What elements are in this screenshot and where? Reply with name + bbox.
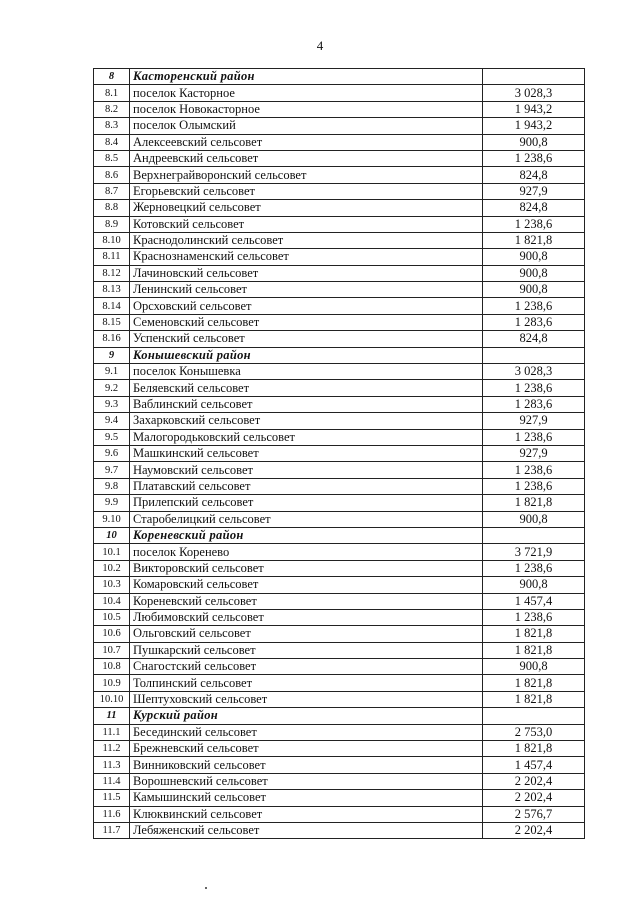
row-number: 9.1 bbox=[94, 364, 130, 380]
amount-value: 900,8 bbox=[483, 282, 585, 298]
amount-value: 1 238,6 bbox=[483, 150, 585, 166]
amount-value bbox=[483, 347, 585, 363]
amount-value: 824,8 bbox=[483, 200, 585, 216]
table-row bbox=[94, 626, 585, 642]
table-row bbox=[94, 445, 585, 461]
amount-value: 900,8 bbox=[483, 577, 585, 593]
settlement-name: Машкинский сельсовет bbox=[130, 445, 483, 461]
amount-value: 1 457,4 bbox=[483, 593, 585, 609]
row-number: 9.10 bbox=[94, 511, 130, 527]
amount-value: 1 943,2 bbox=[483, 118, 585, 134]
district-header-row bbox=[94, 347, 585, 363]
amount-value: 1 238,6 bbox=[483, 478, 585, 494]
settlement-name: Шептуховский сельсовет bbox=[130, 691, 483, 707]
settlement-name: Беляевский сельсовет bbox=[130, 380, 483, 396]
table-row bbox=[94, 85, 585, 101]
amount-value: 927,9 bbox=[483, 183, 585, 199]
amount-value: 1 821,8 bbox=[483, 232, 585, 248]
table-row bbox=[94, 249, 585, 265]
row-number: 8.10 bbox=[94, 232, 130, 248]
amount-value: 1 238,6 bbox=[483, 380, 585, 396]
row-number: 11.1 bbox=[94, 724, 130, 740]
district-name: Кореневский район bbox=[130, 527, 483, 543]
table-row bbox=[94, 314, 585, 330]
amount-value: 1 821,8 bbox=[483, 626, 585, 642]
row-number: 10.7 bbox=[94, 642, 130, 658]
amount-value: 1 238,6 bbox=[483, 462, 585, 478]
amount-value: 2 202,4 bbox=[483, 822, 585, 838]
row-number: 8.4 bbox=[94, 134, 130, 150]
row-number: 11.5 bbox=[94, 790, 130, 806]
table-row bbox=[94, 183, 585, 199]
settlement-name: Наумовский сельсовет bbox=[130, 462, 483, 478]
amount-value: 3 028,3 bbox=[483, 85, 585, 101]
table-row bbox=[94, 560, 585, 576]
settlement-name: Малогородьковский сельсовет bbox=[130, 429, 483, 445]
row-number: 9.8 bbox=[94, 478, 130, 494]
table-row bbox=[94, 790, 585, 806]
settlement-name: поселок Коренево bbox=[130, 544, 483, 560]
page-number: 4 bbox=[316, 38, 324, 53]
row-number: 8.3 bbox=[94, 118, 130, 134]
settlement-name: Ольговский сельсовет bbox=[130, 626, 483, 642]
row-number: 10 bbox=[94, 527, 130, 543]
amount-value: 1 821,8 bbox=[483, 642, 585, 658]
table-row bbox=[94, 150, 585, 166]
table-body bbox=[94, 69, 585, 839]
table-row bbox=[94, 413, 585, 429]
row-number: 9.9 bbox=[94, 495, 130, 511]
amount-value bbox=[483, 708, 585, 724]
amount-value: 1 821,8 bbox=[483, 741, 585, 757]
table-row bbox=[94, 691, 585, 707]
row-number: 8.13 bbox=[94, 282, 130, 298]
row-number: 8.9 bbox=[94, 216, 130, 232]
settlement-name: Кореневский сельсовет bbox=[130, 593, 483, 609]
row-number: 9.5 bbox=[94, 429, 130, 445]
table-row bbox=[94, 544, 585, 560]
row-number: 10.4 bbox=[94, 593, 130, 609]
table-row bbox=[94, 659, 585, 675]
amount-value: 900,8 bbox=[483, 249, 585, 265]
settlement-name: Ваблинский сельсовет bbox=[130, 396, 483, 412]
row-number: 8.12 bbox=[94, 265, 130, 281]
settlement-name: Брежневский сельсовет bbox=[130, 741, 483, 757]
table-row bbox=[94, 265, 585, 281]
settlement-name: Старобелицкий сельсовет bbox=[130, 511, 483, 527]
settlement-name: Верхнеграйворонский сельсовет bbox=[130, 167, 483, 183]
row-number: 11 bbox=[94, 708, 130, 724]
row-number: 9.3 bbox=[94, 396, 130, 412]
district-header-row bbox=[94, 527, 585, 543]
row-number: 8.14 bbox=[94, 298, 130, 314]
table-row bbox=[94, 282, 585, 298]
amount-value: 1 238,6 bbox=[483, 429, 585, 445]
settlement-name: Ленинский сельсовет bbox=[130, 282, 483, 298]
amount-value: 3 028,3 bbox=[483, 364, 585, 380]
settlement-name: Камышинский сельсовет bbox=[130, 790, 483, 806]
amount-value bbox=[483, 69, 585, 85]
settlement-name: Успенский сельсовет bbox=[130, 331, 483, 347]
settlement-name: Винниковский сельсовет bbox=[130, 757, 483, 773]
settlement-name: Лебяженский сельсовет bbox=[130, 822, 483, 838]
table-row bbox=[94, 200, 585, 216]
table-row bbox=[94, 216, 585, 232]
amount-value: 1 821,8 bbox=[483, 495, 585, 511]
amount-value: 900,8 bbox=[483, 265, 585, 281]
row-number: 8.15 bbox=[94, 314, 130, 330]
settlement-name: Бесединский сельсовет bbox=[130, 724, 483, 740]
row-number: 8.2 bbox=[94, 101, 130, 117]
table-row bbox=[94, 462, 585, 478]
settlement-name: Андреевский сельсовет bbox=[130, 150, 483, 166]
row-number: 10.9 bbox=[94, 675, 130, 691]
settlement-name: Лачиновский сельсовет bbox=[130, 265, 483, 281]
district-name: Касторенский район bbox=[130, 69, 483, 85]
settlement-name: Алексеевский сельсовет bbox=[130, 134, 483, 150]
table-row bbox=[94, 806, 585, 822]
amount-value: 1 283,6 bbox=[483, 396, 585, 412]
row-number: 8.1 bbox=[94, 85, 130, 101]
table-row bbox=[94, 134, 585, 150]
table-row bbox=[94, 757, 585, 773]
settlement-name: Котовский сельсовет bbox=[130, 216, 483, 232]
amount-value: 2 202,4 bbox=[483, 773, 585, 789]
settlement-name: поселок Конышевка bbox=[130, 364, 483, 380]
district-header-row bbox=[94, 708, 585, 724]
table-row bbox=[94, 511, 585, 527]
settlement-name: Клюквинский сельсовет bbox=[130, 806, 483, 822]
row-number: 9 bbox=[94, 347, 130, 363]
table-row bbox=[94, 675, 585, 691]
amount-value: 3 721,9 bbox=[483, 544, 585, 560]
table-row bbox=[94, 101, 585, 117]
table-row bbox=[94, 167, 585, 183]
settlement-name: поселок Новокасторное bbox=[130, 101, 483, 117]
settlement-name: поселок Касторное bbox=[130, 85, 483, 101]
row-number: 9.6 bbox=[94, 445, 130, 461]
settlement-name: Краснодолинский сельсовет bbox=[130, 232, 483, 248]
settlement-name: Комаровский сельсовет bbox=[130, 577, 483, 593]
table-row bbox=[94, 232, 585, 248]
row-number: 11.6 bbox=[94, 806, 130, 822]
amount-value: 1 821,8 bbox=[483, 675, 585, 691]
row-number: 10.5 bbox=[94, 609, 130, 625]
amount-value: 1 943,2 bbox=[483, 101, 585, 117]
settlement-name: Прилепский сельсовет bbox=[130, 495, 483, 511]
row-number: 10.1 bbox=[94, 544, 130, 560]
row-number: 8.5 bbox=[94, 150, 130, 166]
amount-value: 1 238,6 bbox=[483, 298, 585, 314]
amount-value: 900,8 bbox=[483, 134, 585, 150]
settlement-name: Жерновецкий сельсовет bbox=[130, 200, 483, 216]
settlement-name: Орсховский сельсовет bbox=[130, 298, 483, 314]
amount-value bbox=[483, 527, 585, 543]
allocation-table bbox=[93, 68, 585, 839]
row-number: 8.7 bbox=[94, 183, 130, 199]
table-row bbox=[94, 593, 585, 609]
amount-value: 824,8 bbox=[483, 331, 585, 347]
table-row bbox=[94, 118, 585, 134]
amount-value: 1 238,6 bbox=[483, 216, 585, 232]
scan-speck bbox=[205, 887, 207, 889]
amount-value: 2 576,7 bbox=[483, 806, 585, 822]
row-number: 10.10 bbox=[94, 691, 130, 707]
settlement-name: Егорьевский сельсовет bbox=[130, 183, 483, 199]
row-number: 10.6 bbox=[94, 626, 130, 642]
table-row bbox=[94, 364, 585, 380]
amount-value: 1 238,6 bbox=[483, 560, 585, 576]
row-number: 10.8 bbox=[94, 659, 130, 675]
row-number: 8 bbox=[94, 69, 130, 85]
amount-value: 927,9 bbox=[483, 445, 585, 461]
amount-value: 1 821,8 bbox=[483, 691, 585, 707]
settlement-name: Любимовский сельсовет bbox=[130, 609, 483, 625]
table-row bbox=[94, 822, 585, 838]
row-number: 8.6 bbox=[94, 167, 130, 183]
amount-value: 900,8 bbox=[483, 659, 585, 675]
row-number: 11.2 bbox=[94, 741, 130, 757]
amount-value: 900,8 bbox=[483, 511, 585, 527]
table-row bbox=[94, 380, 585, 396]
settlement-name: Толпинский сельсовет bbox=[130, 675, 483, 691]
row-number: 11.7 bbox=[94, 822, 130, 838]
settlement-name: Викторовский сельсовет bbox=[130, 560, 483, 576]
table-row bbox=[94, 495, 585, 511]
row-number: 11.4 bbox=[94, 773, 130, 789]
row-number: 9.4 bbox=[94, 413, 130, 429]
table-row bbox=[94, 577, 585, 593]
amount-value: 1 457,4 bbox=[483, 757, 585, 773]
row-number: 8.8 bbox=[94, 200, 130, 216]
settlement-name: Семеновский сельсовет bbox=[130, 314, 483, 330]
row-number: 9.2 bbox=[94, 380, 130, 396]
amount-value: 2 202,4 bbox=[483, 790, 585, 806]
row-number: 10.3 bbox=[94, 577, 130, 593]
amount-value: 824,8 bbox=[483, 167, 585, 183]
row-number: 10.2 bbox=[94, 560, 130, 576]
settlement-name: Платавский сельсовет bbox=[130, 478, 483, 494]
table-row bbox=[94, 741, 585, 757]
row-number: 8.16 bbox=[94, 331, 130, 347]
settlement-name: Пушкарский сельсовет bbox=[130, 642, 483, 658]
settlement-name: Снагостский сельсовет bbox=[130, 659, 483, 675]
district-name: Конышевский район bbox=[130, 347, 483, 363]
row-number: 8.11 bbox=[94, 249, 130, 265]
table-row bbox=[94, 642, 585, 658]
table-row bbox=[94, 609, 585, 625]
settlement-name: Ворошневский сельсовет bbox=[130, 773, 483, 789]
table-row bbox=[94, 429, 585, 445]
table-row bbox=[94, 331, 585, 347]
table-row bbox=[94, 478, 585, 494]
amount-value: 927,9 bbox=[483, 413, 585, 429]
row-number: 9.7 bbox=[94, 462, 130, 478]
amount-value: 2 753,0 bbox=[483, 724, 585, 740]
settlement-name: поселок Олымский bbox=[130, 118, 483, 134]
table-row bbox=[94, 298, 585, 314]
table-row bbox=[94, 724, 585, 740]
district-header-row bbox=[94, 69, 585, 85]
amount-value: 1 238,6 bbox=[483, 609, 585, 625]
amount-value: 1 283,6 bbox=[483, 314, 585, 330]
row-number: 11.3 bbox=[94, 757, 130, 773]
settlement-name: Захарковский сельсовет bbox=[130, 413, 483, 429]
district-name: Курский район bbox=[130, 708, 483, 724]
settlement-name: Краснознаменский сельсовет bbox=[130, 249, 483, 265]
table-row bbox=[94, 773, 585, 789]
table-row bbox=[94, 396, 585, 412]
